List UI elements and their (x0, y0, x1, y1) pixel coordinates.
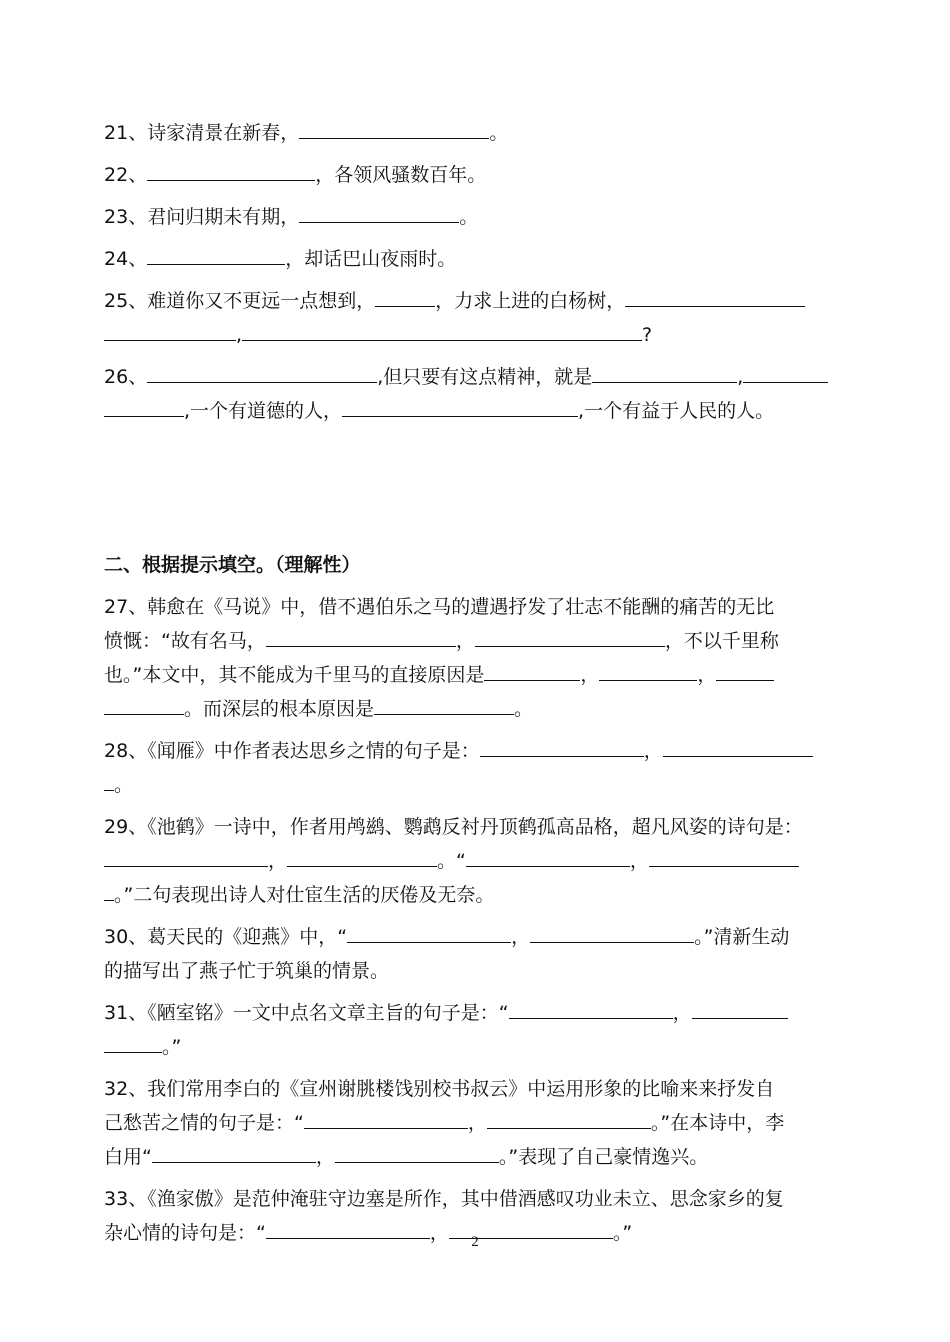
answer-blank[interactable] (147, 163, 315, 181)
question-30: 30、葛天民的《迎燕》中，“ ， 。”清新生动 的描写出了燕子忙于筑巢的情景。 (104, 926, 790, 982)
page-content (104, 116, 856, 1250)
answer-blank[interactable] (147, 365, 377, 383)
question-31: 31、《陋室铭》一文中点名文章主旨的句子是：“ ， 。” (104, 996, 856, 1064)
answer-blank[interactable] (287, 849, 437, 867)
answer-blank[interactable] (152, 1145, 316, 1163)
answer-blank[interactable] (104, 697, 184, 715)
answer-blank[interactable] (266, 629, 456, 647)
answer-blank[interactable] (242, 323, 642, 341)
answer-blank[interactable] (104, 773, 114, 791)
question-28: 28、《闻雁》中作者表达思乡之情的句子是： ， 。 (104, 734, 856, 802)
question-27: 27、韩愈在《马说》中，借不遇伯乐之马的遭遇抒发了壮志不能酬的痛苦的无比 愤慨：“故有名马， ， ，不以千里称 也。”本文中，其不能成为千里马的直接原因是 ， ， 。而深层的根本原因是 。 (104, 596, 779, 720)
answer-blank[interactable] (304, 1111, 468, 1129)
question-21: 21、诗家清景在新春， 。 (104, 122, 509, 144)
answer-blank[interactable] (342, 399, 578, 417)
answer-blank[interactable] (374, 697, 514, 715)
answer-blank[interactable] (692, 1001, 788, 1019)
answer-blank[interactable] (592, 365, 737, 383)
answer-blank[interactable] (147, 247, 285, 265)
question-32: 32、我们常用李白的《宣州谢朓楼饯别校书叔云》中运用形象的比喻来来抒发自 己愁苦之情的句子是：“ ， 。”在本诗中，李 白用“ ， 。”表现了自己豪情逸兴。 (104, 1078, 785, 1168)
question-25: 25、难道你又不更远一点想到， ，力求上进的白杨树， , ? (104, 284, 856, 352)
section-heading: 二、根据提示填空。（理解性） (104, 554, 361, 576)
answer-blank[interactable] (509, 1001, 673, 1019)
page-number: 2 (471, 1234, 479, 1250)
answer-blank[interactable] (104, 399, 184, 417)
answer-blank[interactable] (375, 289, 435, 307)
answer-blank[interactable] (530, 925, 694, 943)
answer-blank[interactable] (475, 629, 665, 647)
answer-blank[interactable] (104, 849, 268, 867)
answer-blank[interactable] (480, 739, 644, 757)
answer-blank[interactable] (484, 663, 580, 681)
question-26: 26、 ,但只要有这点精神，就是 , ,一个有道德的人， ,一个有益于人民的人。 (104, 360, 856, 428)
answer-blank[interactable] (663, 739, 813, 757)
answer-blank[interactable] (299, 121, 489, 139)
answer-blank[interactable] (466, 849, 630, 867)
answer-blank[interactable] (743, 365, 828, 383)
question-33: 33、《渔家傲》是范仲淹驻守边塞是所作，其中借酒感叹功业未立、思念家乡的复 杂心情的诗句是：“ ， 。” (104, 1188, 784, 1244)
answer-blank[interactable] (347, 925, 511, 943)
question-22: 22、 ，各领风骚数百年。 (104, 164, 487, 186)
question-24: 24、 ，却话巴山夜雨时。 (104, 248, 457, 270)
answer-blank[interactable] (625, 289, 805, 307)
question-29: 29、《池鹤》一诗中，作者用鸬鹚、鹦鹉反衬丹顶鹤孤高品格，超凡风姿的诗句是： ， 。“ ， 。”二句表现出诗人对仕宦生活的厌倦及无奈。 (104, 816, 803, 906)
answer-blank[interactable] (599, 663, 697, 681)
answer-blank[interactable] (716, 663, 774, 681)
answer-blank[interactable] (104, 1035, 162, 1053)
question-23: 23、君问归期未有期， 。 (104, 206, 479, 228)
answer-blank[interactable] (104, 883, 114, 901)
answer-blank[interactable] (299, 205, 459, 223)
answer-blank[interactable] (104, 323, 236, 341)
answer-blank[interactable] (487, 1111, 651, 1129)
answer-blank[interactable] (335, 1145, 499, 1163)
answer-blank[interactable] (649, 849, 799, 867)
